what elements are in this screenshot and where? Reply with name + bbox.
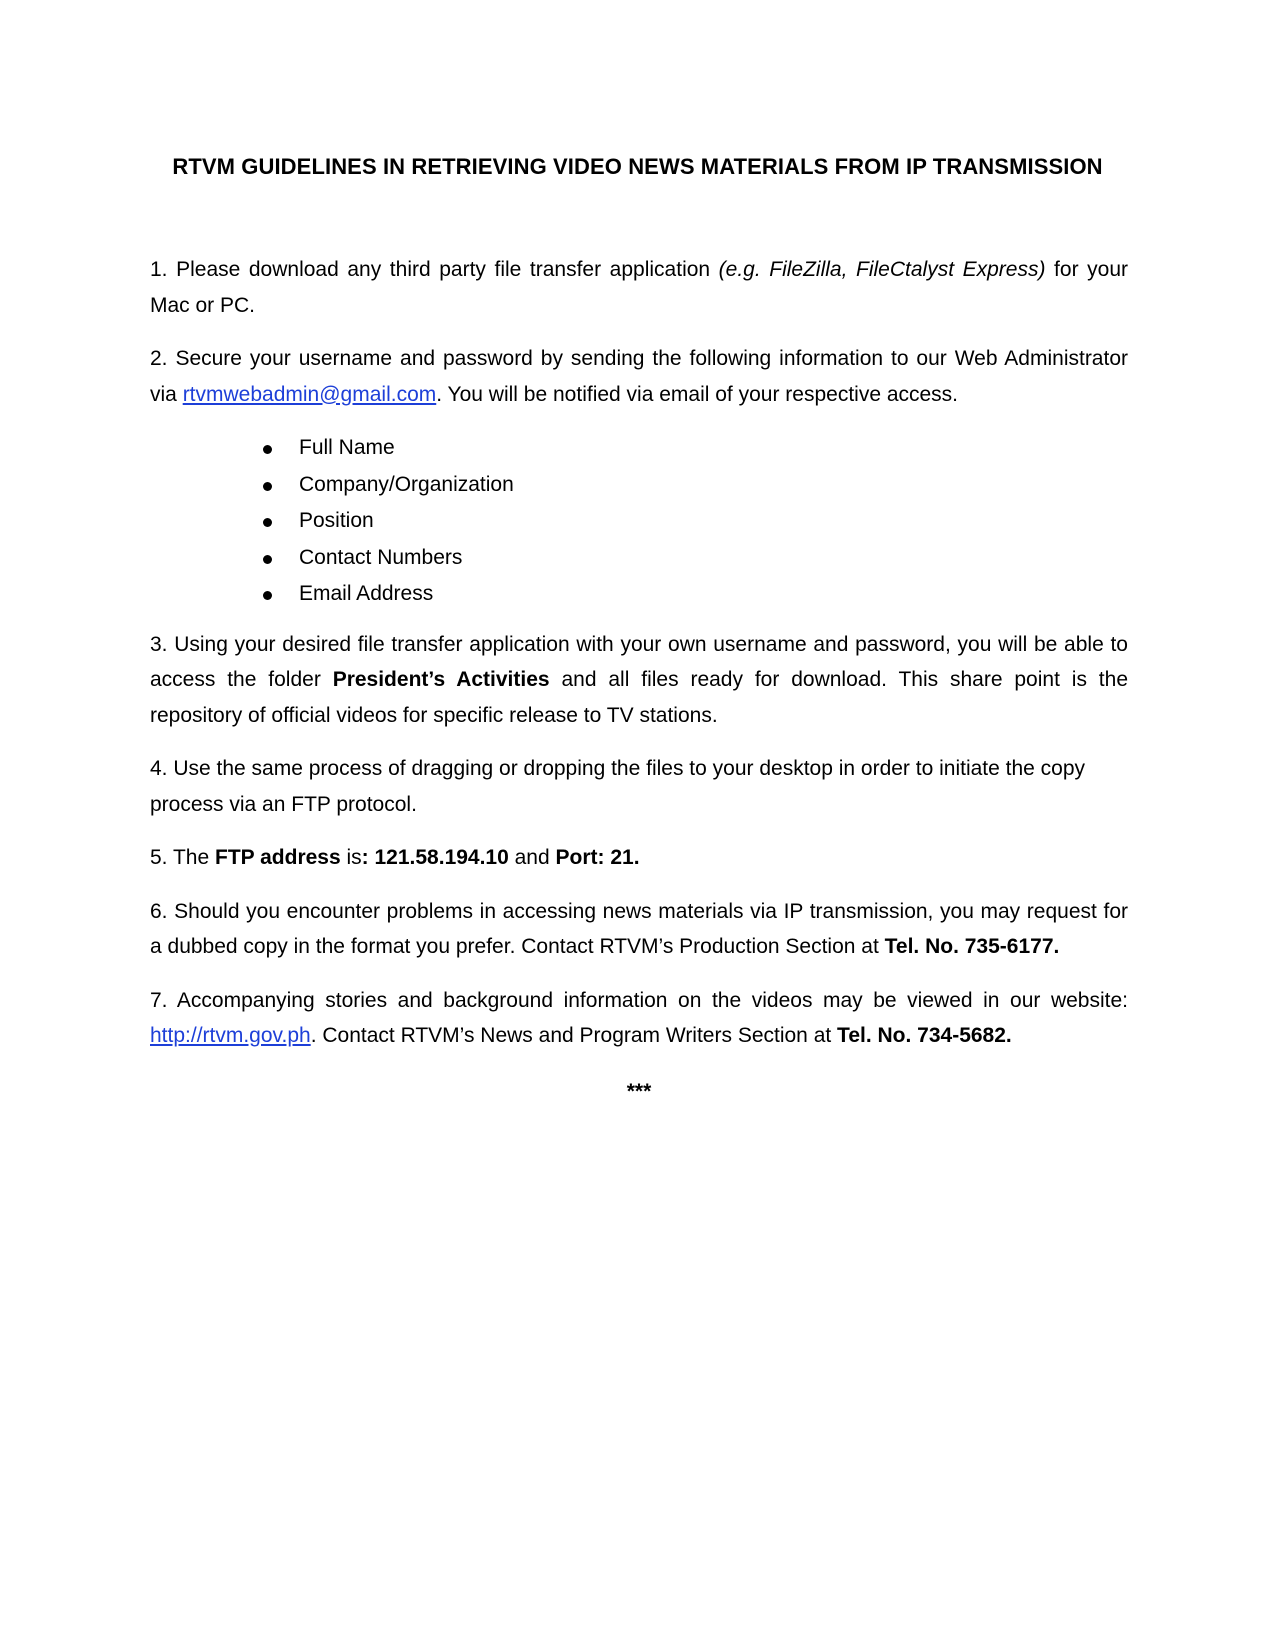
paragraph-4: [150, 751, 1128, 822]
paragraph-5-text-c: and: [508, 846, 556, 869]
paragraph-2-text-b: . You will be notified via email of your respective access.: [436, 382, 959, 406]
paragraph-3-text-a: 3. Using your desired file transfer application with your own username and password, you will be able to access the folder: [150, 632, 1128, 691]
paragraph-1-text-b: for your Mac or PC.: [150, 258, 1128, 317]
paragraph-4-text: 4. Use the same process of dragging or dropping the files to your desktop in order to initiate the copy process via an FTP protocol.: [150, 757, 1086, 816]
document-title: RTVM GUIDELINES IN RETRIEVING VIDEO NEWS MATERIALS FROM IP TRANSMISSION: [172, 154, 1103, 179]
list-item-label: Email Address: [299, 582, 434, 605]
list-item-label: Full Name: [299, 436, 395, 459]
paragraph-3-text-b: and all files ready for download. This share point is the repository of official videos for specific release to TV stations.: [150, 668, 1128, 727]
paragraph-3: [150, 627, 1128, 734]
paragraph-7: [150, 983, 1128, 1054]
bullet-icon: [263, 482, 272, 491]
paragraph-5-text-b: is: [340, 846, 362, 869]
list-item-label: Position: [299, 509, 374, 532]
ftp-address-label: FTP address: [215, 846, 341, 869]
paragraph-7-text-b: . Contact RTVM’s News and Program Writers Section at: [310, 1024, 838, 1047]
required-info-list: [150, 430, 1128, 613]
app-examples: (e.g. FileZilla, FileCtalyst Express): [718, 258, 1046, 281]
bullet-icon: [263, 518, 272, 527]
ftp-port: Port: 21.: [555, 846, 640, 869]
list-item: [263, 430, 1128, 467]
list-item: [263, 540, 1128, 577]
list-item: [263, 467, 1128, 504]
list-item-label: Contact Numbers: [299, 545, 463, 569]
paragraph-1: [150, 252, 1128, 323]
document-body: [150, 252, 1128, 1109]
list-item: [263, 503, 1128, 540]
paragraph-5: [150, 840, 1128, 876]
paragraph-1-text-a: 1. Please download any third party file transfer application: [150, 258, 719, 281]
list-item: [263, 576, 1128, 613]
paragraph-6: [150, 894, 1128, 965]
paragraph-7-text-a: 7. Accompanying stories and background information on the videos may be viewed in our website:: [150, 988, 1128, 1012]
admin-email-link[interactable]: rtvmwebadmin@gmail.com: [182, 382, 437, 406]
writers-phone: Tel. No. 734-5682.: [837, 1024, 1012, 1047]
list-item-label: Company/Organization: [299, 472, 514, 496]
bullet-icon: [263, 445, 272, 454]
paragraph-2: [150, 341, 1128, 412]
folder-name: President’s Activities: [332, 668, 550, 691]
bullet-icon: [263, 555, 272, 564]
paragraph-2-text-a: 2. Secure your username and password by sending the following information to our Web Administrator via: [150, 347, 1128, 406]
bullet-icon: [263, 591, 272, 600]
paragraph-6-text-a: 6. Should you encounter problems in accessing news materials via IP transmission, you may request for a dubbed copy in the format you prefer. Contact RTVM’s Production Section at: [150, 899, 1128, 958]
closing-asterisks: ***: [626, 1079, 652, 1103]
ftp-address-value: : 121.58.194.10: [361, 846, 509, 869]
website-link[interactable]: http://rtvm.gov.ph: [150, 1024, 311, 1047]
production-phone: Tel. No. 735-6177.: [884, 935, 1060, 958]
paragraph-5-text-a: 5. The: [150, 846, 215, 869]
